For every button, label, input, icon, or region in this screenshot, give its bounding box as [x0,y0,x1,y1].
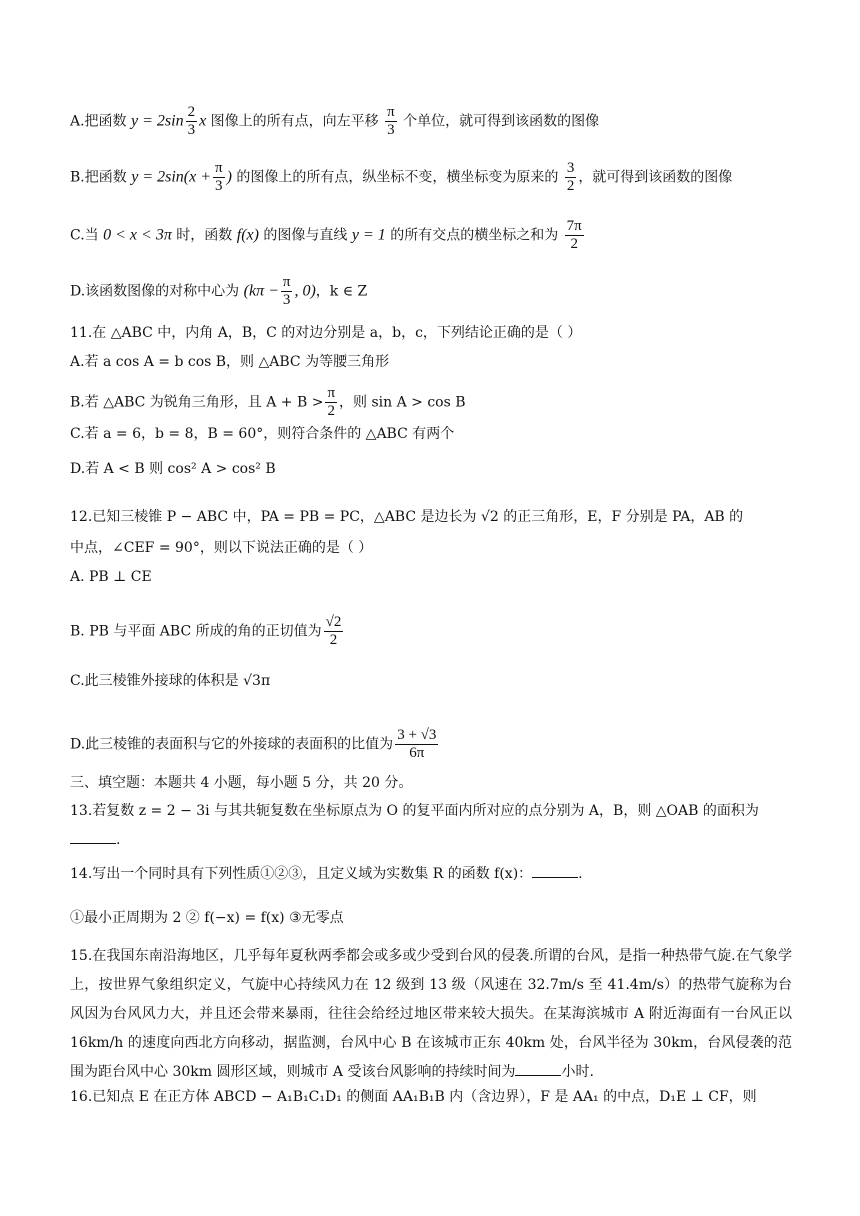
fraction: $\frac{\pi}{3}$ [282,274,291,308]
q10-a-func: y = 2sin [131,112,184,130]
q10-option-c: C.当 0 < x < 3π 时，函数 f(x) 的图像与直线 y = 1 的所有交点的横坐标之和为 $\frac{7\pi}{2}$ [70,218,582,252]
q12-stem-line2: 中点，∠CEF = 90°，则以下说法正确的是（ ） [70,540,373,556]
fraction: $\frac{7\pi}{2}$ [566,218,582,252]
q10-option-b: B.把函数 y = 2sin(x + $\frac{\pi}{3}$ ) 的图像上的所有点，纵坐标不变，横坐标变为原来的 $\frac{3}{2}$ ，就可得到该函数的图像 [70,160,733,194]
q12-option-b: B. PB 与平面 ABC 所成的角的正切值为 $\frac{√2}{2}$ [70,614,342,648]
q11-option-a: A.若 a cos A = b cos B，则 △ABC 为等腰三角形 [70,354,390,370]
q12-option-d: D.此三棱锥的表面积与它的外接球的表面积的比值为 $\frac{3 + √3}{6\pi}$ [70,727,437,761]
q11-option-b: B.若 △ABC 为锐角三角形，且 A + B > $\frac{\pi}{2}$ ，则 sin A > cos B [70,385,466,419]
fraction: $\frac{3 + √3}{6\pi}$ [397,727,437,761]
q15: 15.在我国东南沿海地区，几乎每年夏秋两季都会或多或少受到台风的侵袭.所谓的台风，是指一种热带气旋.在气象学上，按世界气象组织定义，气旋中心持续风力在 12 级到 13 级（风速在 32.7m/s 至 41.4m/s）的热带气旋称为台风因为台风风力大，并且还会带来暴雨，往往会给经过地区带来较大损失。在某海滨城市 A 附近海面有一台风正以 16km/h 的速度向西北方向移动，据监测，台风中心 B 在该城市正东 40km 处，台风半径为 30km，台风侵袭的范围为距台风中心 30km 圆形区域，则城市 A 受该台风影响的持续时间为 小时. [70,948,792,1080]
fraction: $\frac{\pi}{3}$ [215,160,223,194]
q12-option-c: C.此三棱锥外接球的体积是 √3π [70,673,271,689]
answer-blank [515,1063,561,1076]
fraction: $\frac{√2}{2}$ [325,614,342,648]
q11-option-d: D.若 A < B 则 cos² A > cos² B [70,461,276,477]
q11-stem: 11.在 △ABC 中，内角 A，B，C 的对边分别是 a，b，c，下列结论正确的是（ ） [70,325,582,341]
fraction: $\frac{2}{3}$ [187,104,196,138]
q10-option-a: A.把函数 y = 2sin $\frac{2}{3}$ x 图像上的所有点，向左平移 $\frac{\pi}{3}$ 个单位，就可得到该函数的图像 [70,104,600,138]
q12-option-a: A. PB ⊥ CE [70,569,152,585]
answer-blank [70,831,116,844]
section-heading: 三、填空题：本题共 4 小题，每小题 5 分，共 20 分。 [70,775,413,791]
q16: 16.已知点 E 在正方体 ABCD − A₁B₁C₁D₁ 的侧面 AA₁B₁B 内（含边界），F 是 AA₁ 的中点，D₁E ⊥ CF，则 [70,1089,757,1105]
q14: 14.写出一个同时具有下列性质①②③，且定义域为实数集 R 的函数 f(x)： . [70,866,583,882]
q12-stem-line1: 12.已知三棱锥 P − ABC 中，PA = PB = PC，△ABC 是边长为 √2 的正三角形，E，F 分别是 PA，AB 的 [70,509,744,525]
q10-a-prefix: A.把函数 [70,113,132,130]
fraction: $\frac{\pi}{2}$ [327,385,336,419]
q14-properties: ①最小正周期为 2 ② f(−x) = f(x) ③无零点 [70,910,344,926]
answer-blank [532,865,578,878]
q13: 13.若复数 z = 2 − 3i 与其共轭复数在坐标原点为 O 的复平面内所对应的点分别为 A，B，则 △OAB 的面积为 . [70,803,759,848]
fraction: $\frac{\pi}{3}$ [387,104,395,138]
q11-option-c: C.若 a = 6，b = 8，B = 60°，则符合条件的 △ABC 有两个 [70,426,455,442]
fraction: $\frac{3}{2}$ [566,160,575,194]
q10-option-d: D.该函数图像的对称中心为 (kπ − $\frac{\pi}{3}$ , 0)，k ∈ Z [70,274,368,308]
